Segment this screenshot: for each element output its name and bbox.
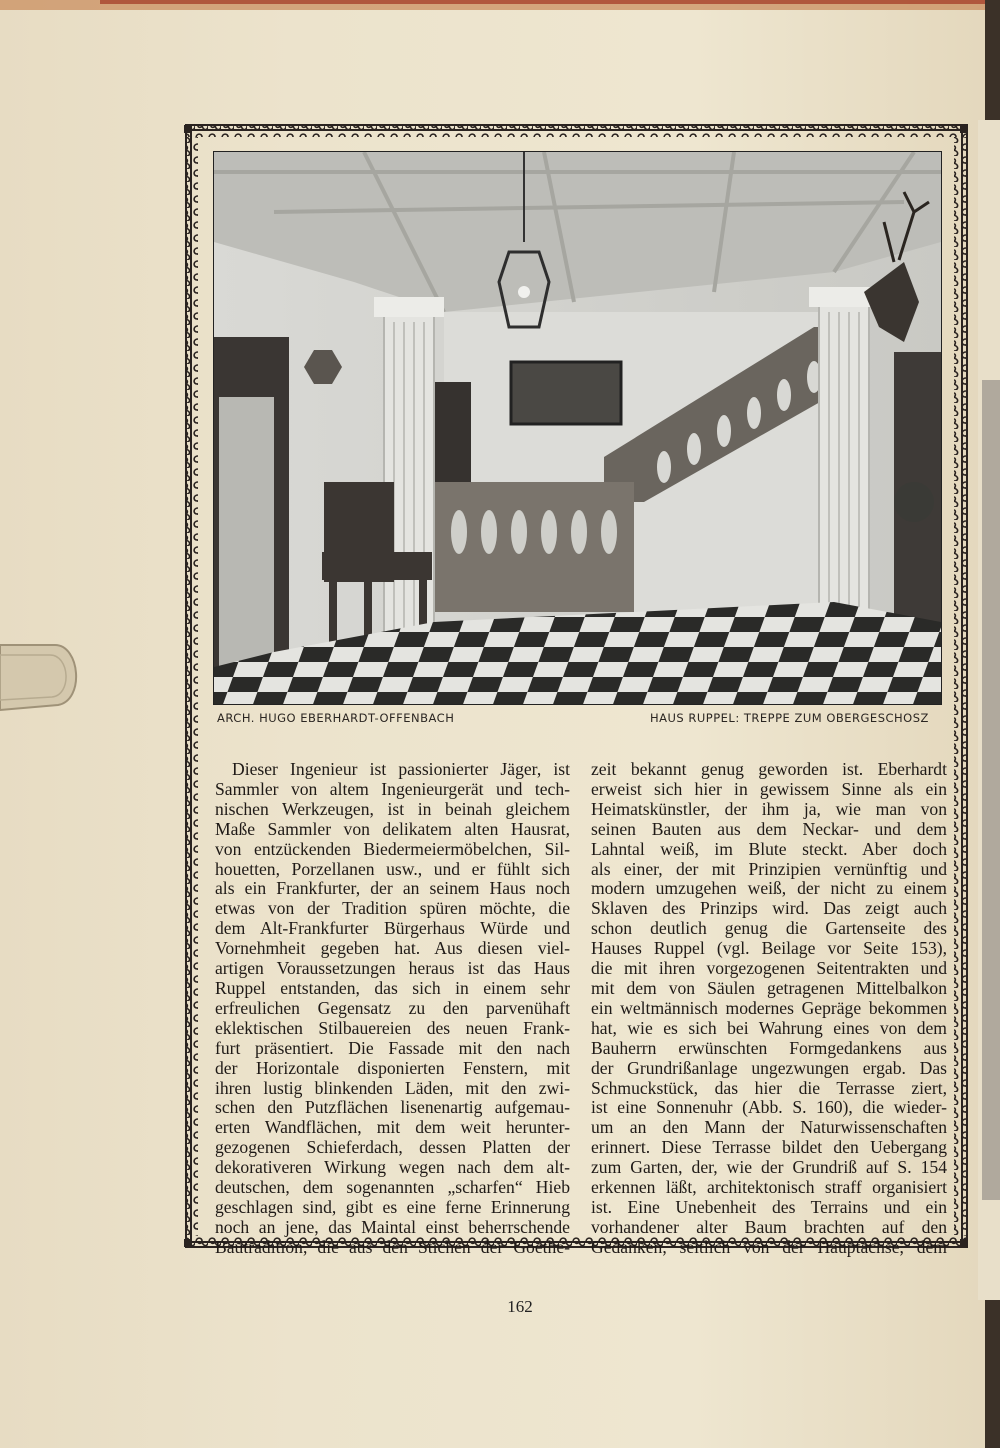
text-line: erinnert. Diese Terrasse bildet den Uebergang bbox=[591, 1137, 947, 1158]
text-line: seinen Bauten aus dem Neckar- und dem bbox=[591, 818, 947, 839]
text-line: ihren lustig blinkenden Läden, mit den zwi- bbox=[215, 1077, 570, 1098]
text-column-right bbox=[591, 760, 947, 1258]
page-number: 162 bbox=[507, 1297, 533, 1316]
text-line: erten Wandflächen, mit dem weit herunter- bbox=[215, 1117, 570, 1138]
text-line: um an den Mann der Naturwissenschaften bbox=[591, 1117, 947, 1138]
text-column-left bbox=[215, 760, 570, 1258]
text-line: Sammler von altem Ingenieurgerät und tech- bbox=[215, 778, 570, 799]
text-line: zum Garten, der, wie der Grundriß auf S. 154 bbox=[591, 1157, 947, 1178]
text-line: Heimatskünstler, der ihm ja, wie man von bbox=[591, 798, 947, 819]
text-line: Lahntal weiß, im Blute steckt. Aber doch bbox=[591, 838, 947, 859]
text-line: Schmuckstück, das hier die Terrasse ziert, bbox=[591, 1077, 947, 1098]
text-line: von entzückenden Biedermeiermöbelchen, Sil- bbox=[215, 838, 570, 859]
text-line: dem Alt-Frankfurter Bürgerhaus Würde und bbox=[215, 918, 570, 939]
text-line: Gedanken, seitlich von der Hauptachse, dem bbox=[591, 1236, 947, 1257]
text-line: Bauherrn erwünschten Formgedankens aus bbox=[591, 1037, 947, 1058]
caption-title: HAUS RUPPEL: TREPPE ZUM OBERGESCHOSZ bbox=[650, 711, 929, 725]
text-line: vorhandener alter Baum brachten auf den bbox=[591, 1216, 947, 1237]
text-line: modern umzugehen weiß, der nicht zu einem bbox=[591, 878, 947, 899]
text-line: erweist sich hier in gewissem Sinne als ein bbox=[591, 778, 947, 799]
text-line: ein weltmännisch modernes Gepräge bekommen bbox=[591, 997, 947, 1018]
text-line: als einer, der mit Prinzipien vernünftig und bbox=[591, 858, 947, 879]
text-line: nischen Werkzeugen, ist in beinah gleichem bbox=[215, 798, 570, 819]
text-line: geschlagen sind, gibt es eine ferne Erinnerung bbox=[215, 1196, 570, 1217]
text-line: Hauses Ruppel (vgl. Beilage vor Seite 153), bbox=[591, 938, 947, 959]
text-line: Sklaven des Prinzips wird. Das zeigt auch bbox=[591, 898, 947, 919]
text-line: Ruppel entstanden, das sich in einem sehr bbox=[215, 977, 570, 998]
text-line: Dieser Ingenieur ist passionierter Jäger, ist bbox=[232, 759, 570, 779]
text-line: die mit ihren vorgezogenen Seitentrakten und bbox=[591, 958, 947, 979]
text-line: als ein Frankfurter, der an seinem Haus noch bbox=[215, 878, 570, 899]
text-line: dekorativeren Wirkung wegen nach dem alt- bbox=[215, 1157, 570, 1178]
text-line: Bautradition, die aus den Stichen der Goethe- bbox=[215, 1236, 570, 1257]
text-line: houetten, Porzellanen usw., und er fühlt sich bbox=[215, 858, 570, 879]
text-line: der Grundrißanlage ungezwungen ergab. Das bbox=[591, 1057, 947, 1078]
text-line: erkennen läßt, architektonisch straff organisiert bbox=[591, 1177, 947, 1198]
text-line: etwas von der Tradition spüren möchte, die bbox=[215, 898, 570, 919]
text-line: Maße Sammler von delikatem alten Hausrat, bbox=[215, 818, 570, 839]
text-line: schen den Putzflächen lisenenartig aufgemau- bbox=[215, 1097, 570, 1118]
text-line: mit dem von Säulen getragenen Mittelbalkon bbox=[591, 977, 947, 998]
text-line: ist. Eine Unebenheit des Terrains und ein bbox=[591, 1196, 947, 1217]
text-line: artigen Voraussetzungen heraus ist das Haus bbox=[215, 958, 570, 979]
text-line: zeit bekannt genug geworden ist. Eberhardt bbox=[591, 759, 947, 779]
text-line: der Horizontale disponierten Fenstern, mit bbox=[215, 1057, 570, 1078]
text-line: Vornehmheit gegeben hat. Aus diesen viel- bbox=[215, 938, 570, 959]
text-line: deutschen, dem sogenannten „scharfen“ Hieb bbox=[215, 1177, 570, 1198]
text-line: erfreulichen Gegensatz zu den parvenühaft bbox=[215, 997, 570, 1018]
staircase-photo bbox=[213, 151, 942, 705]
caption-architect: ARCH. HUGO EBERHARDT-OFFENBACH bbox=[217, 711, 455, 725]
text-line: schon deutlich genug die Gartenseite des bbox=[591, 918, 947, 939]
text-line: hat, wie es sich bei Wahrung eines von dem bbox=[591, 1017, 947, 1038]
text-line: furt präsentiert. Die Fassade mit den nach bbox=[215, 1037, 570, 1058]
text-line: gezogenen Schieferdach, dessen Platten der bbox=[215, 1137, 570, 1158]
text-line: ist eine Sonnenuhr (Abb. S. 160), die wieder- bbox=[591, 1097, 947, 1118]
text-line: eklektischen Stilbauereien des neuen Frank- bbox=[215, 1017, 570, 1038]
text-line: noch an jene, das Maintal einst beherrschende bbox=[215, 1216, 570, 1237]
